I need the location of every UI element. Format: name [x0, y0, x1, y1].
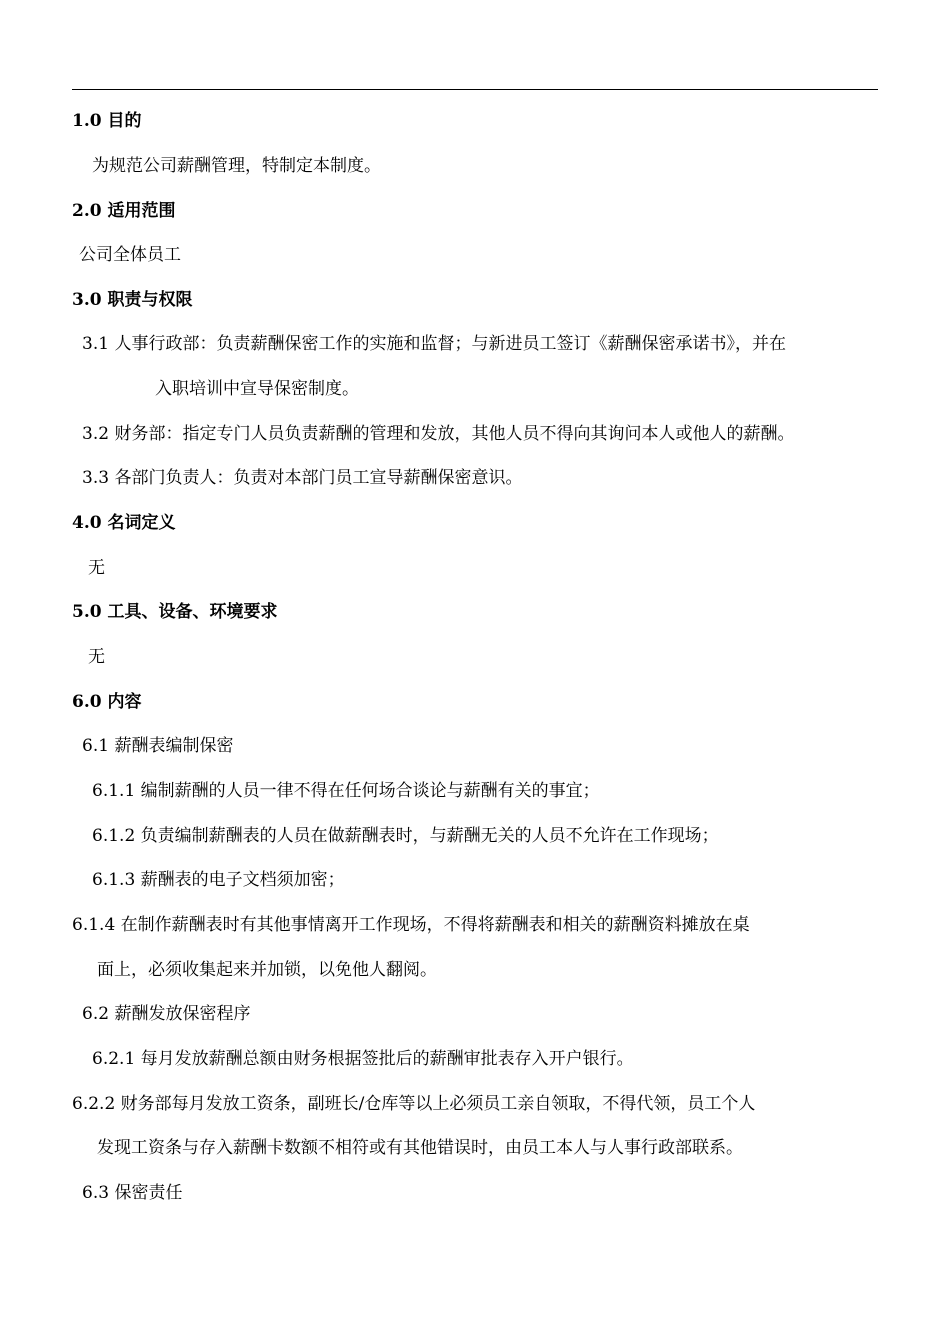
section-heading-duties: 3.0 职责与权限	[72, 290, 193, 310]
content-item-6-2-1: 6.2.1 每月发放薪酬总额由财务根据签批后的薪酬审批表存入开户银行。	[92, 1049, 634, 1069]
section-body-purpose: 为规范公司薪酬管理，特制定本制度。	[92, 156, 381, 176]
content-item-6-1-3: 6.1.3 薪酬表的电子文档须加密；	[92, 870, 345, 890]
content-item-6-1-2: 6.1.2 负责编制薪酬表的人员在做薪酬表时，与薪酬无关的人员不允许在工作现场；	[92, 826, 719, 846]
subsection-payroll-prep: 6.1 薪酬表编制保密	[82, 736, 234, 756]
header-rule	[72, 89, 878, 90]
duty-item-hr-line1: 3.1 人事行政部：负责薪酬保密工作的实施和监督；与新进员工签订《薪酬保密承诺书》，并在	[82, 334, 786, 354]
duty-item-finance: 3.2 财务部：指定专门人员负责薪酬的管理和发放，其他人员不得向其询问本人或他人的薪酬。	[82, 424, 795, 444]
content-item-6-1-4-line1: 6.1.4 在制作薪酬表时有其他事情离开工作现场，不得将薪酬表和相关的薪酬资料摊放在桌	[72, 915, 750, 935]
content-item-6-1-1: 6.1.1 编制薪酬的人员一律不得在任何场合谈论与薪酬有关的事宜；	[92, 781, 600, 801]
content-item-6-1-4-line2: 面上，必须收集起来并加锁，以免他人翻阅。	[97, 960, 437, 980]
section-heading-content: 6.0 内容	[72, 692, 142, 712]
subsection-confidentiality: 6.3 保密责任	[82, 1183, 183, 1203]
content-item-6-2-2-line2: 发现工资条与存入薪酬卡数额不相符或有其他错误时，由员工本人与人事行政部联系。	[97, 1138, 743, 1158]
section-body-scope: 公司全体员工	[79, 245, 181, 265]
section-heading-purpose: 1.0 目的	[72, 111, 142, 131]
section-body-tools: 无	[88, 647, 105, 667]
subsection-payment-procedure: 6.2 薪酬发放保密程序	[82, 1004, 251, 1024]
content-item-6-2-2-line1: 6.2.2 财务部每月发放工资条，副班长/仓库等以上必须员工亲自领取，不得代领，员工个人	[72, 1094, 756, 1114]
section-heading-tools: 5.0 工具、设备、环境要求	[72, 602, 278, 622]
section-heading-scope: 2.0 适用范围	[72, 201, 176, 221]
section-heading-definitions: 4.0 名词定义	[72, 513, 176, 533]
section-body-definitions: 无	[88, 558, 105, 578]
duty-item-dept-heads: 3.3 各部门负责人：负责对本部门员工宣导薪酬保密意识。	[82, 468, 523, 488]
duty-item-hr-line2: 入职培训中宣导保密制度。	[155, 379, 359, 399]
